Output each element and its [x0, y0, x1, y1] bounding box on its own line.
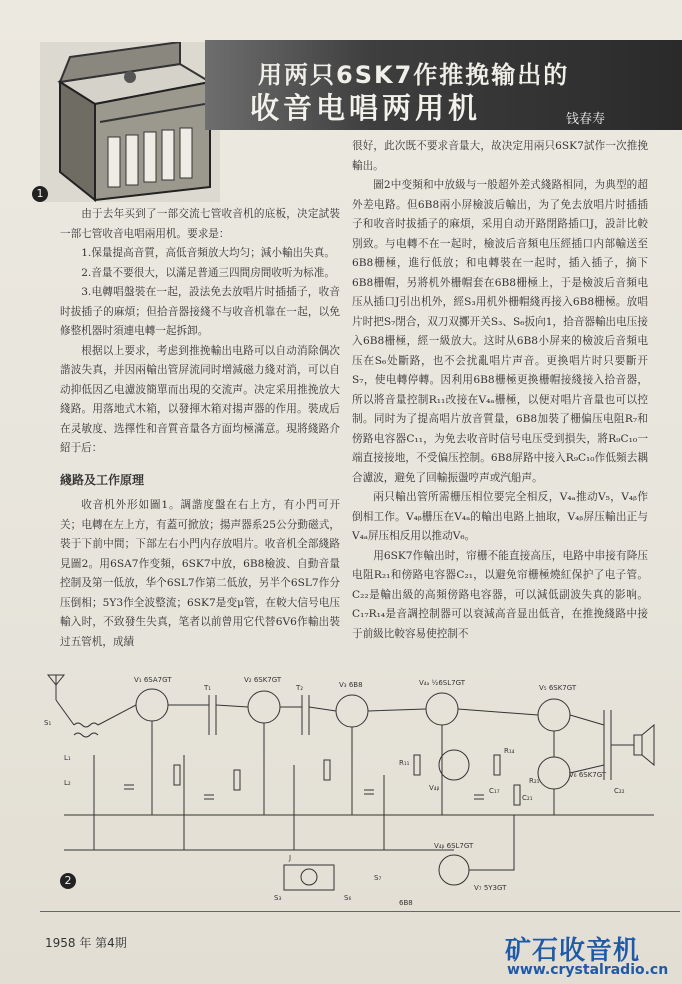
footer-divider: [40, 911, 680, 912]
schematic-label: S₃: [274, 894, 282, 902]
left-text-column: [60, 205, 340, 652]
section-heading: 綫路及工作原理: [60, 472, 145, 487]
schematic-label: T₂: [296, 684, 304, 692]
schematic-label: J: [289, 854, 292, 862]
schematic-label: V₄ₐ ½6SL7GT: [419, 679, 466, 687]
watermark-url: www.crystalradio.cn: [507, 962, 669, 978]
schematic-label: L₁: [64, 754, 71, 762]
schematic-label: R₁₁: [399, 759, 410, 767]
schematic-label: 6B8: [399, 899, 413, 907]
watermark-name: 矿石收音机: [505, 936, 641, 966]
schematic-label: V₆ 6SK7GT: [569, 771, 607, 779]
schematic-label: C₁₇: [489, 787, 500, 795]
schematic-label: S₆: [344, 894, 352, 902]
schematic-label: V₁ 6SA7GT: [134, 676, 172, 684]
paragraph: 1.保量提高音質，高低音頻放大均匀；減小輸出失真。: [81, 247, 335, 259]
schematic-label: C₂₁: [522, 794, 533, 802]
paragraph: 2.音量不要很大，以滿足普通三四間房間收听为标准。: [81, 266, 335, 279]
schematic-label: V₄ᵦ: [429, 784, 440, 792]
schematic-label: V₄ᵦ 6SL7GT: [434, 842, 474, 850]
figure-2-label: 2: [60, 873, 76, 889]
paragraph: 由于去年买到了一部交流七管收音机的底板，决定試裝一部七管收音电唱兩用机。要求是：: [60, 208, 340, 240]
schematic-label: R₁₄: [504, 747, 515, 755]
author-name: 钱春寿: [566, 112, 606, 127]
paragraph: 根据以上要求，考虑到推挽輸出电路可以自动消除偶次諧波失真，并因兩輸出管屏流同时增減磁力綫对消，可以自动抑低因乙电濾波簡單而出現的交流声。决定采用推挽放大綫路。用落地式木箱，以發揮木箱对揚声器的作用。裝成后在灵敏度、选擇性和音質音量各方面均極滿意。現將綫路介紹于后：: [60, 344, 340, 454]
radiogram-cabinet-illustration: [40, 42, 220, 202]
paragraph: 收音机外形如圖1。調諧度盤在右上方，有小門可开关；电轉在左上方，有蓋可掀放；揚声器系25公分動磁式，裝于下前中間；下部左右小門内存放唱片。收音机全部綫路見圖2。用6SA7作变頻，6SK7中放，6B8檢波、自動音量控制及第一低放，华个6SL7作第二低放，另半个6SL7作分压倒相；5Y3作全波整流；6SK7是变μ管，在較大信号电压輸入时，不致發生失真，笔者以前曾用它代替6V6作輸出裝过五管机，成績: [60, 499, 340, 648]
schematic-label: C₂₂: [614, 787, 625, 795]
issue-footer: 1958 年 第4期: [45, 936, 127, 950]
circuit-schematic: [34, 665, 674, 910]
schematic-label: V₅ 6SK7GT: [539, 684, 577, 692]
paragraph: 3.电轉唱盤裝在一起，設法免去放唱片时插插子，收音时拔插子的麻煩；但拾音器接綫不与收音机靠在一起，以免修整机器时須連电轉一起拆卸。: [60, 286, 340, 337]
schematic-label: R₂₁: [529, 777, 540, 785]
schematic-label: S₁: [44, 719, 52, 727]
article-title-line2: 收音电唱两用机: [250, 91, 482, 125]
paragraph: 圖2中变頻和中放級与一般超外差式綫路相同，为典型的超外差电路。但6B8兩小屏檢波后輸出，为了免去放唱片时插插子和收音时拔插子的麻煩，采用自动开路閉路插口J，設計比較別致。与电轉不在一起时，檢波后音頻电压經插口内部輸送至6B8栅極，進行低放；和电轉裝在一起时，插入插子，摘下6B8栅帽，另將机外栅帽套在6B8栅極上，于是檢波后音頻电压从插口J引出机外，經S₃用机外栅帽綫再接入6B8栅極。放唱片时把S₇閉合，双刀双擲开关S₃、S₆扳向1，拾音器輸出电压接入6B8栅極，經一級放大。这时从6B8小屏来的檢波后音頻电压在S₆处斷路，也不会扰亂唱片声音。更換唱片时只要斷开S₇，使电轉停轉。因利用6B8栅極更換栅帽接綫接入拾音器，所以將音量控制R₁₁改接在V₄ₐ栅極，以便对唱片音量也可以控制。同时为了提高唱片放音質量，6B8加裝了栅偏压电阻R₇和傍路电容器C₁₁，为免去收音时信号电压受到損失，將R₉C₁₀一端直接接地，不受偏压控制。6B8屏路中接入R₉C₁₀作低頻去耦合濾波，避免了回輸振盪哼声或汽船声。: [352, 179, 648, 484]
article-title-line1: 用两只6SK7作推挽输出的: [258, 61, 570, 89]
schematic-label: S₇: [374, 874, 382, 882]
figure-1-label: 1: [32, 186, 48, 202]
schematic-label: V₂ 6SK7GT: [244, 676, 282, 684]
schematic-label: V₇ 5Y3GT: [474, 884, 507, 892]
paragraph: 很好，此次既不要求音量大，故决定用兩只6SK7試作一次推挽輸出。: [352, 140, 648, 172]
right-text-column: [352, 137, 648, 644]
schematic-label: T₁: [204, 684, 212, 692]
schematic-label: V₃ 6B8: [339, 681, 363, 689]
paragraph: 用6SK7作輸出时，帘栅不能直接高压，电路中串接有降压电阻R₂₁和傍路电容器C₂₁，以避免帘栅極燒紅保护了电子管。C₂₂是輸出級的高頻傍路电容器，可以減低副波失真的影响。C₁₇R₁₄是音調控制器可以衰減高音显出低音，在推挽綫路中接于前級比較容易使控制不: [352, 549, 648, 640]
schematic-label: L₂: [64, 779, 71, 787]
paragraph: 兩只輸出管所需栅压相位要完全相反，V₄ₐ推动V₅，V₄ᵦ作倒相工作。V₄ᵦ栅压在V₄ₐ的輸出电路上抽取，V₄ᵦ屏压輸出正与V₄ₐ屏压相反用以推动V₆。: [352, 491, 648, 542]
